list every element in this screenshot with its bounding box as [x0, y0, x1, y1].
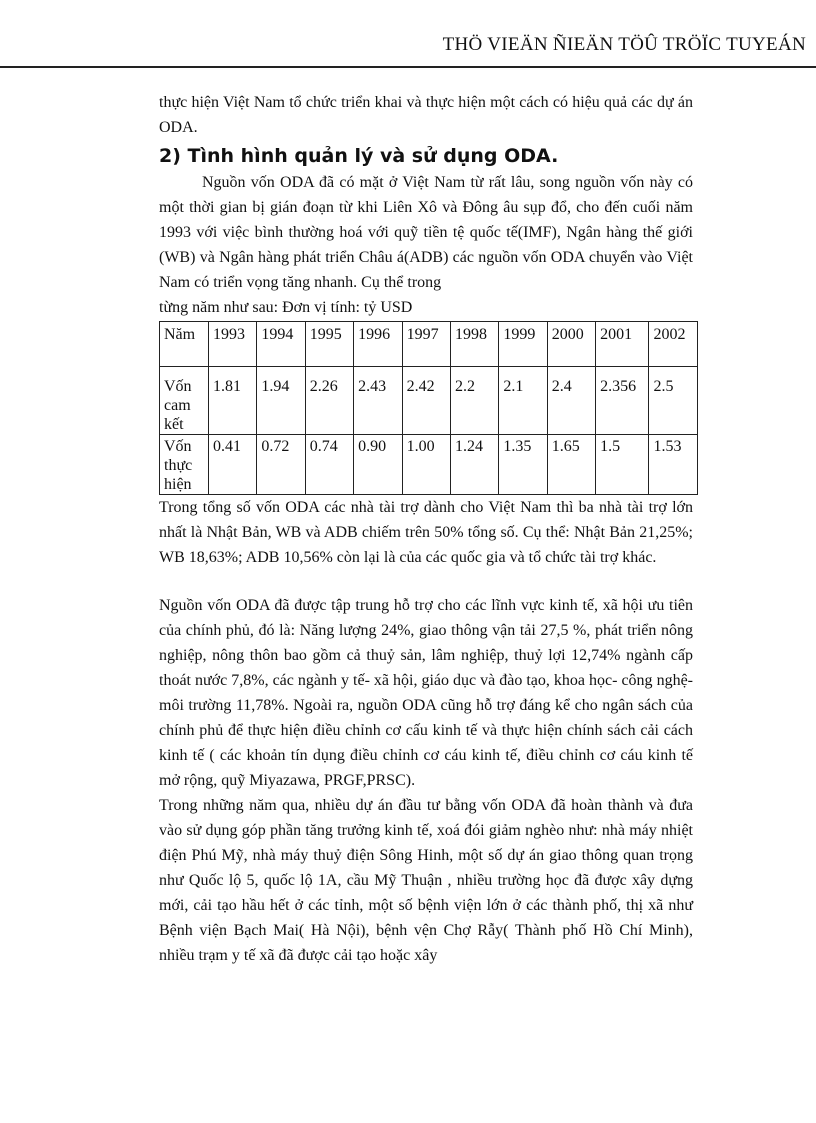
table-cell: 1993 [209, 322, 257, 367]
table-cell: 0.74 [305, 435, 353, 495]
table-cell: 1996 [354, 322, 402, 367]
table-cell: 1995 [305, 322, 353, 367]
paragraph-gap [159, 570, 693, 593]
table-cell: 1994 [257, 322, 305, 367]
table-cell: 1.24 [450, 435, 498, 495]
table-cell: 0.41 [209, 435, 257, 495]
table-cell: 2000 [547, 322, 595, 367]
table-row-label: Năm [160, 322, 209, 367]
table-cell: 1.5 [596, 435, 649, 495]
header-rule [0, 66, 816, 68]
table-cell: 2.2 [450, 367, 498, 435]
paragraph-projects: Trong những năm qua, nhiều dự án đầu tư bằng vốn ODA đã hoàn thành và đưa vào sử dụng góp phần tăng trưởng kinh tế, xoá đói giảm nghèo như: nhà máy nhiệt điện Phú Mỹ, nhà máy thuỷ điện Sông Hinh, một số dự án giao thông quan trọng như Quốc lộ 5, quốc lộ 1A, cầu Mỹ Thuận , nhiều trường học đã được xây dựng mới, cải tạo hầu hết ở các tỉnh, một số bệnh viện lớn ở các thành phố, thị xã như Bệnh viện Bạch Mai( Hà Nội), bệnh vện Chợ Rẫy( Thành phố Hồ Chí Minh), nhiều trạm y tế xã đã được cải tạo hoặc xây [159, 797, 693, 964]
table-cell: 0.90 [354, 435, 402, 495]
table-cell: 1.65 [547, 435, 595, 495]
table-cell: 2.5 [649, 367, 698, 435]
paragraph-oda-history: Nguồn vốn ODA đã có mặt ở Việt Nam từ rất lâu, song nguồn vốn này có một thời gian bị gián đoạn từ khi Liên Xô và Đông âu sụp đổ, cho đến cuối năm 1993 với việc bình thường hoá với quỹ tiền tệ quốc tế(IMF), Ngân hàng thế giới (WB) và Ngân hàng phát triển Châu á(ADB) các nguồn vốn ODA chuyển vào Việt Nam có triển vọng tăng nhanh. Cụ thể trong [159, 174, 693, 291]
table-row-commitment [160, 367, 698, 435]
table-cell: 2.42 [402, 367, 450, 435]
table-row-years [160, 322, 698, 367]
running-header: THÖ VIEÄN ÑIEÄN TÖÛ TRÖÏC TUYEÁN [442, 34, 806, 55]
table-cell: 2.4 [547, 367, 595, 435]
table-row-label: Vốn cam kết [160, 367, 209, 435]
intro-paragraph: thực hiện Việt Nam tổ chức triển khai và thực hiện một cách có hiệu quả các dự án ODA. [159, 94, 693, 136]
table-row-disbursement [160, 435, 698, 495]
table-row-label: Vốn thực hiện [160, 435, 209, 495]
table-cell: 2.1 [499, 367, 547, 435]
table-cell: 2.356 [596, 367, 649, 435]
unit-line: từng năm như sau: Đơn vị tính: tỷ USD [159, 299, 413, 316]
paragraph-sectors: Nguồn vốn ODA đã được tập trung hỗ trợ cho các lĩnh vực kinh tế, xã hội ưu tiên của chính phủ, đó là: Năng lượng 24%, giao thông vận tải 27,5 %, phát triển nông nghiệp, nông thôn bao gồm cả thuỷ sản, lâm nghiệp, thuỷ lợi 12,74% ngành cấp thoát nước 7,8%, các ngành y tế- xã hội, giáo dục và đào tạo, khoa học- công nghệ- môi trường 11,78%. Ngoài ra, nguồn ODA cũng hỗ trợ đáng kể cho ngân sách của chính phủ để thực hiện điều chỉnh cơ cấu kinh tế và thực hiện chính sách cải cách kinh tế ( các khoản tín dụng điều chỉnh cơ cáu kinh tế, điều chỉnh cơ cáu kinh tế mở rộng, quỹ Miyazawa, PRGF,PRSC). [159, 597, 693, 789]
table-cell: 1.00 [402, 435, 450, 495]
table-cell: 2.26 [305, 367, 353, 435]
table-cell: 1.53 [649, 435, 698, 495]
table-cell: 0.72 [257, 435, 305, 495]
paragraph-donors: Trong tổng số vốn ODA các nhà tài trợ dành cho Việt Nam thì ba nhà tài trợ lớn nhất là Nhật Bản, WB và ADB chiếm trên 50% tổng số. Cụ thể: Nhật Bản 21,25%; WB 18,63%; ADB 10,56% còn lại là của các quốc gia và tổ chức tài trợ khác. [159, 499, 693, 566]
table-cell: 2001 [596, 322, 649, 367]
table-cell: 2.43 [354, 367, 402, 435]
table-cell: 1.81 [209, 367, 257, 435]
page-content [159, 90, 693, 968]
oda-table [159, 321, 698, 495]
table-cell: 1997 [402, 322, 450, 367]
table-cell: 2002 [649, 322, 698, 367]
table-cell: 1999 [499, 322, 547, 367]
table-cell: 1.94 [257, 367, 305, 435]
section-heading: 2) Tình hình quản lý và sử dụng ODA. [159, 145, 559, 167]
table-cell: 1998 [450, 322, 498, 367]
table-cell: 1.35 [499, 435, 547, 495]
